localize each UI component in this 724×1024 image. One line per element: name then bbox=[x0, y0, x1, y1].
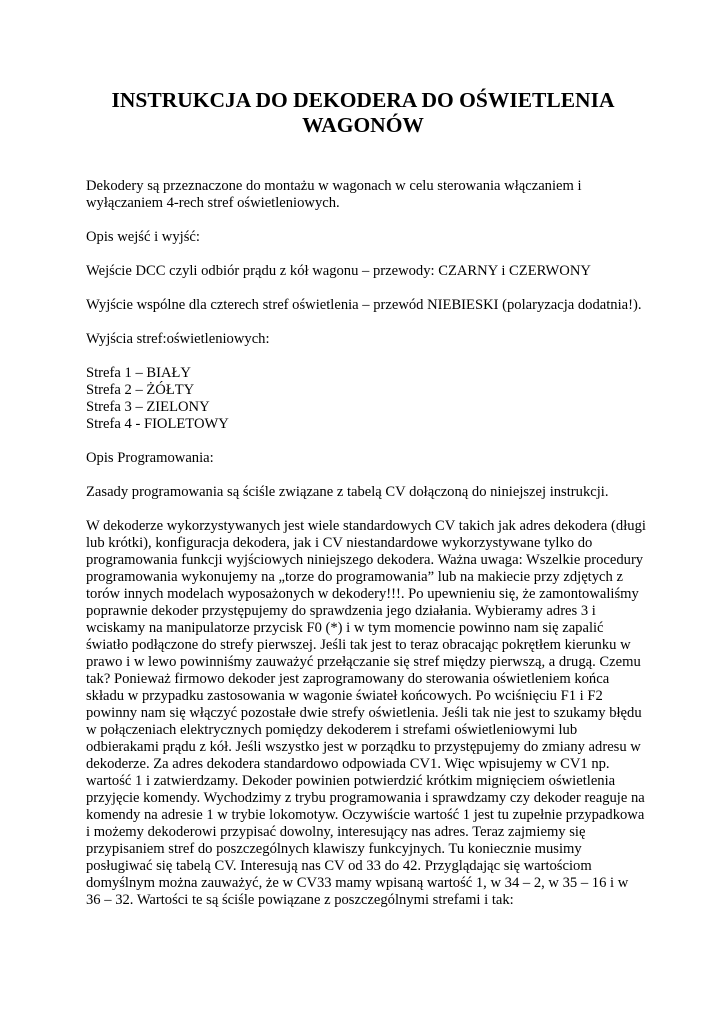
zones-heading: Wyjścia stref:oświetleniowych: bbox=[86, 331, 270, 347]
document-page bbox=[86, 88, 646, 909]
zone-item: Strefa 2 – ŻÓŁTY bbox=[86, 382, 195, 398]
title-line-1: INSTRUKCJA DO DEKODERA DO OŚWIETLENIA bbox=[111, 88, 615, 112]
programming-heading: Opis Programowania: bbox=[86, 450, 214, 466]
dcc-input-paragraph: Wejście DCC czyli odbiór prądu z kół wagonu – przewody: CZARNY i CZERWONY bbox=[86, 263, 591, 279]
intro-paragraph: Dekodery są przeznaczone do montażu w wagonach w celu sterowania włączaniem i wyłączaniem 4-rech stref oświetleniowych. bbox=[86, 178, 582, 211]
zone-item: Strefa 1 – BIAŁY bbox=[86, 365, 191, 381]
common-output-paragraph: Wyjście wspólne dla czterech stref oświetlenia – przewód NIEBIESKI (polaryzacja dodatnia!). bbox=[86, 297, 642, 313]
document-title bbox=[86, 88, 640, 138]
title-line-2: WAGONÓW bbox=[302, 113, 424, 137]
zones-list bbox=[86, 365, 646, 433]
io-heading: Opis wejść i wyjść: bbox=[86, 229, 200, 245]
zone-item: Strefa 4 - FIOLETOWY bbox=[86, 416, 229, 432]
programming-body-paragraph: W dekoderze wykorzystywanych jest wiele standardowych CV takich jak adres dekodera (długi lub krótki), konfiguracja dekodera, jak i CV niestandardowe wykorzystywane tylko do programowania funkcji wyjściowych niniejszego dekodera. Ważna uwaga: Wszelkie procedury programowania wykonujemy na „torze do programowania” lub na makiecie przy zdjętych z torów innych modelach wyposażonych w dekodery!!!. Po upewnieniu się, że zamontowaliśmy poprawnie dekoder przystępujemy do sprawdzenia jego działania. Wybieramy adres 3 i wciskamy na manipulatorze przycisk F0 (*) i w tym momencie powinno nam się zapalić światło podłączone do strefy pierwszej. Jeśli tak jest to teraz obracając pokrętłem kierunku w prawo i w lewo powinniśmy zauważyć przełączanie się stref między pierwszą, a drugą. Czemu tak? Ponieważ firmowo dekoder jest zaprogramowany do sterowania oświetleniem końca składu w przypadku zastosowania w wagonie świateł końcowych. Po wciśnięciu F1 i F2 powinny nam się włączyć pozostałe dwie strefy oświetlenia. Jeśli tak nie jest to szukamy błędu w połączeniach elektrycznych pomiędzy dekoderem i strefami oświetleniowymi lub odbierakami prądu z kół. Jeśli wszystko jest w porządku to przystępujemy do zmiany adresu w dekoderze. Za adres dekodera standardowo odpowiada CV1. Więc wpisujemy w CV1 np. wartość 1 i zatwierdzamy. Dekoder powinien potwierdzić krótkim mignięciem oświetlenia przyjęcie komendy. Wychodzimy z trybu programowania i sprawdzamy czy dekoder reaguje na komendy na adresie 1 w trybie lokomotyw. Oczywiście wartość 1 jest tu zupełnie przypadkowa i możemy dekoderowi przypisać dowolny, interesujący nas adres. Teraz zajmiemy się przypisaniem stref do poszczególnych klawiszy funkcyjnych. Tu koniecznie musimy posługiwać się tabelą CV. Interesują nas CV od 33 do 42. Przyglądając się wartościom domyślnym można zauważyć, że w CV33 mamy wpisaną wartość 1, w 34 – 2, w 35 – 16 i w 36 – 32. Wartości te są ściśle powiązane z poszczególnymi strefami i tak: bbox=[86, 518, 646, 908]
programming-rules-paragraph: Zasady programowania są ściśle związane z tabelą CV dołączoną do niniejszej instrukcji. bbox=[86, 484, 609, 500]
zone-item: Strefa 3 – ZIELONY bbox=[86, 399, 210, 415]
